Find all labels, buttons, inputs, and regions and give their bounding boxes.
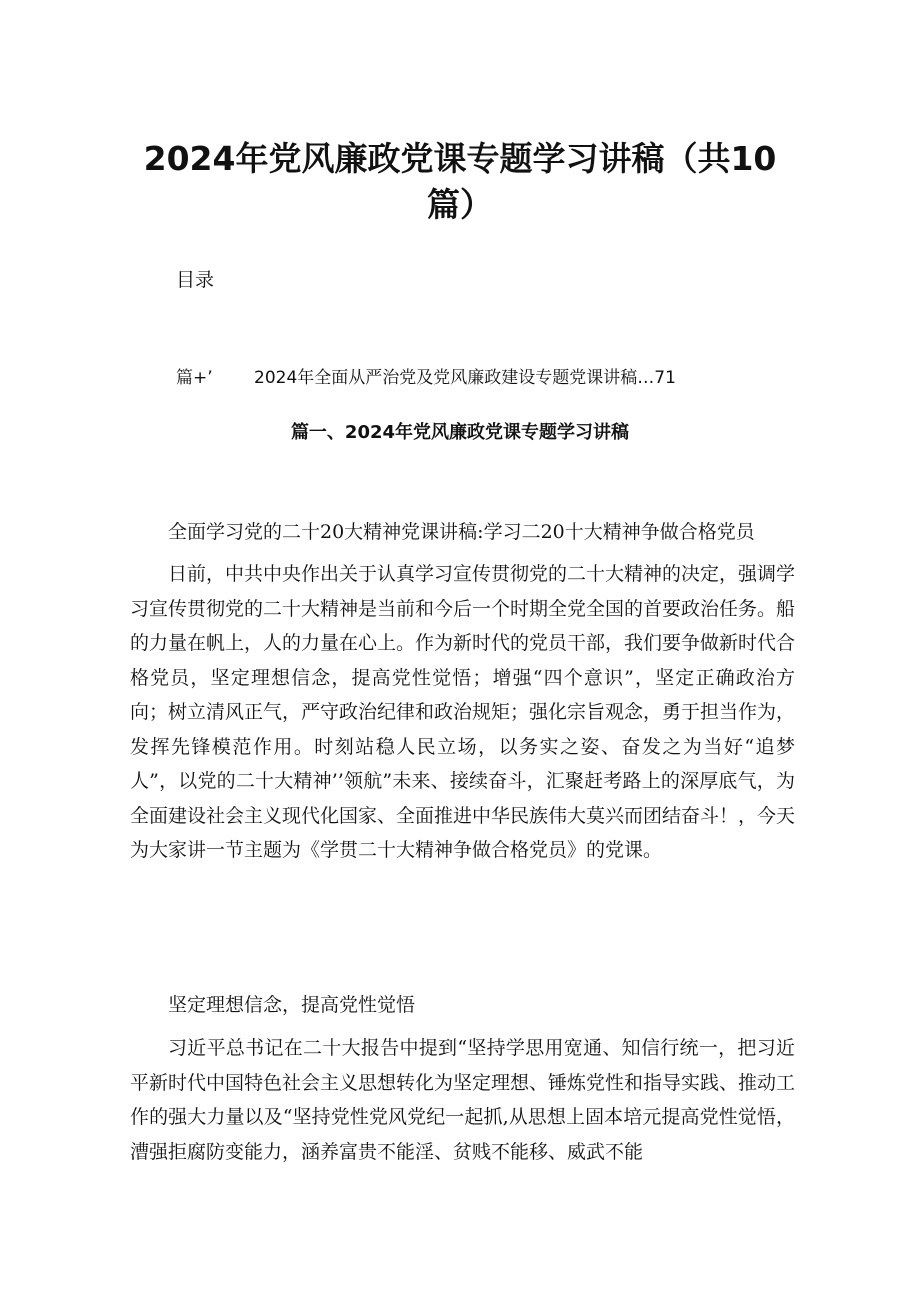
paragraph-intro: 日前，中共中央作出关于认真学习宣传贯彻党的二十大精神的决定，强调学习宣传贯彻党的二十大精神是当前和今后一个时期全党全国的首要政治任务。船的力量在帆上，人的力量在心上。作为新时代的党员干部，我们要争做新时代合格党员，坚定理想信念，提高党性觉悟；增强“四个意识”，坚定正确政治方向；树立清风正气，严守政治纪律和政治规矩；强化宗旨观念，勇于担当作为，发挥先锋模范作用。时刻站稳人民立场，以务实之姿、奋发之为当好“追梦人”，以党的二十大精神’’领航”未来、接续奋斗，汇聚赶考路上的深厚底气，为全面建设社会主义现代化国家、全面推进中华民族伟大莫兴而团结奋斗！，今天为大家讲一节主题为《学贯二十大精神争做合格党员》的党课。 [130,563,796,861]
paragraph-subtitle: 全面学习党的二十20大精神党课讲稿:学习二20十大精神争做合格党员 [168,521,755,543]
document-title-line-1: 2024年党风廉政党课专题学习讲稿（共10 [143,139,777,178]
document-title-line-2: 篇） [427,185,493,224]
paragraph-subheading: 坚定理想信念，提高党性觉悟 [168,994,416,1016]
toc-entry-label: 篇+’ [176,368,213,388]
toc-heading: 目录 [176,269,215,291]
section-heading: 篇一、2024年党风廉政党课专题学习讲稿 [290,422,630,443]
toc-entry[interactable] [176,366,776,390]
toc-entry-text: 2024年全面从严治党及党风廉政建设专题党课讲稿…71 [254,368,676,388]
paragraph-body: 习近平总书记在二十大报告中提到“坚持学思用宽通、知信行统一，把习近平新时代中国特色社会主义思想转化为坚定理想、锤炼党性和指导实践、推动工作的强大力量以及“坚持党性党风党纪一起抓,从思想上固本培元提高党性觉悟，漕强拒腐防变能力，涵养富贵不能淫、贫贱不能移、威武不能 [130,1037,796,1163]
